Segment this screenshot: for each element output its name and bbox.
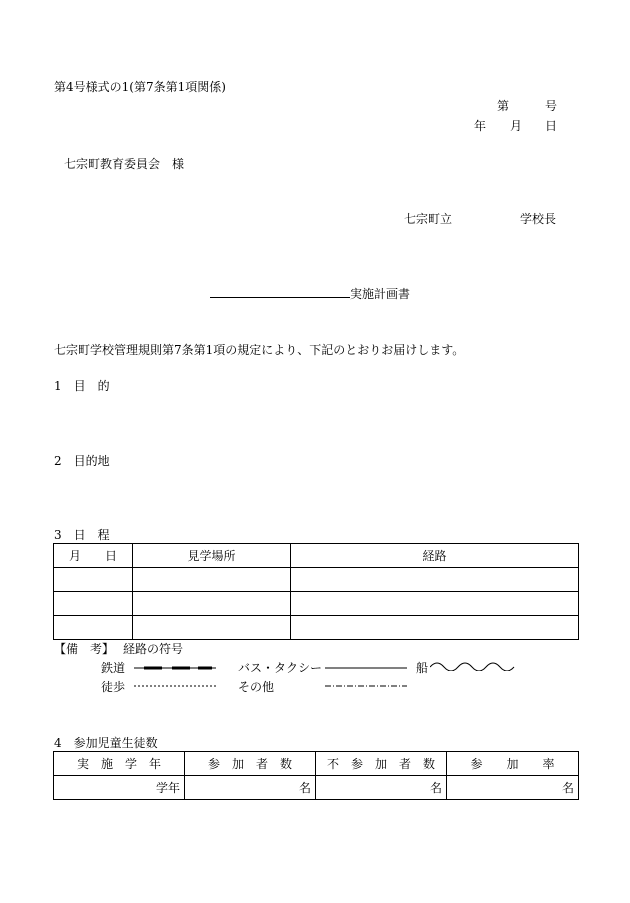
schedule-table — [53, 543, 579, 640]
cell-date[interactable] — [54, 592, 133, 616]
remarks-label: 【備 考】 — [54, 642, 115, 656]
section-schedule: 3 日 程 — [54, 528, 110, 542]
cell-route[interactable] — [291, 592, 579, 616]
document-title: 実施計画書 — [350, 287, 411, 301]
remarks-title: 経路の符号 — [123, 642, 184, 656]
cell-participants[interactable]: 名 — [185, 776, 316, 800]
date-year: 年 — [474, 119, 487, 133]
legend-bus-label: バス・タクシー — [238, 661, 323, 675]
addressee: 七宗町教育委員会 様 — [64, 157, 185, 171]
table-row — [54, 616, 579, 640]
cell-route[interactable] — [291, 616, 579, 640]
date-month: 月 — [510, 119, 523, 133]
section-participants: 4 参加児童生徒数 — [54, 736, 158, 750]
legend-ship-label: 船 — [416, 661, 429, 675]
legend-bus-line — [325, 663, 407, 673]
header-grade: 実 施 学 年 — [54, 752, 185, 776]
date-day: 日 — [545, 119, 558, 133]
intro-text: 七宗町学校管理規則第7条第1項の規定により、下記のとおりお届けします。 — [54, 343, 465, 357]
legend-rail-label: 鉄道 — [101, 661, 126, 675]
title-blank-line — [210, 297, 350, 298]
table-header-row — [54, 752, 579, 776]
header-date: 月 日 — [54, 544, 133, 568]
header-participants: 参 加 者 数 — [185, 752, 316, 776]
number-prefix: 第 — [497, 99, 510, 113]
cell-place[interactable] — [133, 616, 291, 640]
cell-date[interactable] — [54, 616, 133, 640]
section-purpose: 1 目 的 — [54, 379, 110, 393]
form-id: 第4号様式の1(第7条第1項関係) — [54, 80, 226, 94]
header-nonparticipants: 不 参 加 者 数 — [316, 752, 447, 776]
legend-ship-line — [430, 659, 516, 671]
cell-date[interactable] — [54, 568, 133, 592]
sender-school: 七宗町立 — [404, 212, 453, 226]
cell-place[interactable] — [133, 592, 291, 616]
legend-other-line — [325, 681, 407, 691]
table-row — [54, 568, 579, 592]
table-row — [54, 776, 579, 800]
cell-place[interactable] — [133, 568, 291, 592]
cell-nonparticipants[interactable]: 名 — [316, 776, 447, 800]
number-suffix: 号 — [545, 99, 558, 113]
table-row — [54, 592, 579, 616]
participants-table — [53, 751, 579, 800]
table-header-row — [54, 544, 579, 568]
section-destination: 2 目的地 — [54, 454, 110, 468]
legend-walk-label: 徒歩 — [101, 680, 126, 694]
header-rate: 参 加 率 — [447, 752, 579, 776]
cell-grade[interactable]: 学年 — [54, 776, 185, 800]
legend-walk-line — [134, 681, 216, 691]
cell-rate[interactable]: 名 — [447, 776, 579, 800]
header-place: 見学場所 — [133, 544, 291, 568]
sender-title: 学校長 — [520, 212, 557, 226]
legend-other-label: その他 — [238, 680, 275, 694]
cell-route[interactable] — [291, 568, 579, 592]
legend-rail-line — [134, 663, 216, 673]
header-route: 経路 — [291, 544, 579, 568]
